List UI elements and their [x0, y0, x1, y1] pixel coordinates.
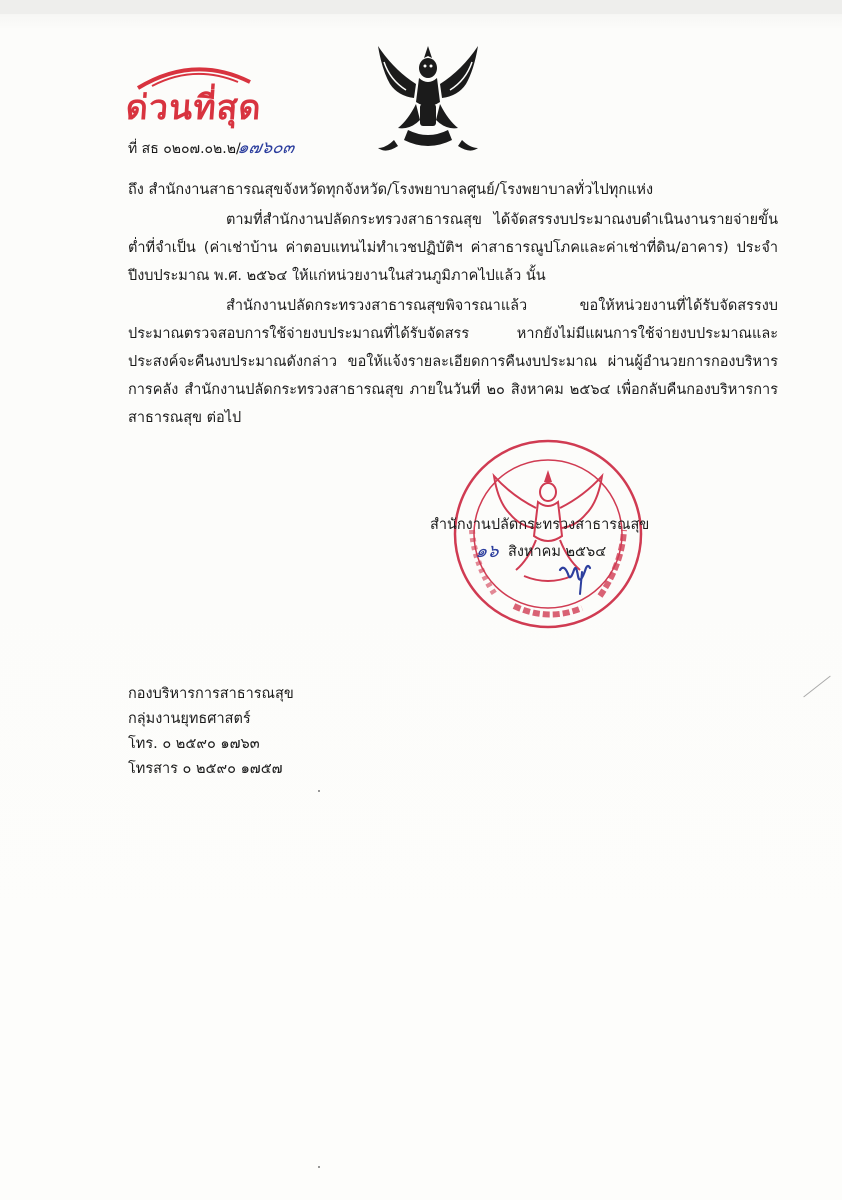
footer-phone: โทร. ๐ ๒๕๙๐ ๑๗๖๓ — [128, 736, 260, 752]
signature-date: สิงหาคม ๒๕๖๔ — [508, 544, 607, 560]
urgent-stamp: ด่วนที่สุด — [124, 88, 264, 128]
garuda-emblem-icon — [368, 40, 488, 158]
footer-division: กองบริหารการสาธารณสุข — [128, 686, 294, 702]
handwritten-signature — [556, 556, 596, 596]
signatory-organization: สำนักงานปลัดกระทรวงสาธารณสุข — [430, 517, 650, 533]
scan-speck — [318, 1166, 320, 1168]
addressee-line: ถึง สำนักงานสาธารณสุขจังหวัดทุกจังหวัด/โรงพยาบาลศูนย์/โรงพยาบาลทั่วไปทุกแห่ง — [128, 182, 654, 198]
reference-number-handwritten: ๑๗๖๐๓ — [236, 138, 297, 158]
body-paragraph-2 — [128, 292, 778, 432]
paragraph-1-text: ตามที่สำนักงานปลัดกระทรวงสาธารณสุข ได้จัดสรรงบประมาณงบดำเนินงานรายจ่ายขั้นต่ำที่จำเป็น (ค่าเช่าบ้าน ค่าตอบแทนไม่ทำเวชปฏิบัติฯ ค่าสาธารณูปโภคและค่าเช่าที่ดิน/อาคาร) ประจำปีงบประมาณ พ.ศ. ๒๕๖๔ ให้แก่หน่วยงานในส่วนภูมิภาคไปแล้ว นั้น — [128, 212, 778, 284]
scan-speck — [318, 790, 320, 792]
scan-top-band — [0, 0, 842, 14]
date-day-handwritten: ๑๖ — [473, 541, 501, 562]
footer-contact — [128, 682, 294, 782]
footer-group: กลุ่มงานยุทธศาสตร์ — [128, 711, 251, 727]
paragraph-2-text: สำนักงานปลัดกระทรวงสาธารณสุขพิจารณาแล้ว ขอให้หน่วยงานที่ได้รับจัดสรรงบประมาณตรวจสอบการใช้จ่ายงบประมาณที่ได้รับจัดสรร หากยังไม่มีแผนการใช้จ่ายงบประมาณและประสงค์จะคืนงบประมาณดังกล่าว ขอให้แจ้งรายละเอียดการคืนงบประมาณ ผ่านผู้อำนวยการกองบริหารการคลัง สำนักงานปลัดกระทรวงสาธารณสุข ภายในวันที่ ๒๐ สิงหาคม ๒๕๖๔ เพื่อกลับคืนกองบริหารการสาธารณสุข ต่อไป — [128, 298, 778, 426]
body-paragraph-1 — [128, 206, 778, 290]
footer-fax: โทรสาร ๐ ๒๕๙๐ ๑๗๕๗ — [128, 761, 283, 777]
reference-number: ที่ สธ ๐๒๐๗.๐๒.๒/ — [128, 141, 241, 157]
